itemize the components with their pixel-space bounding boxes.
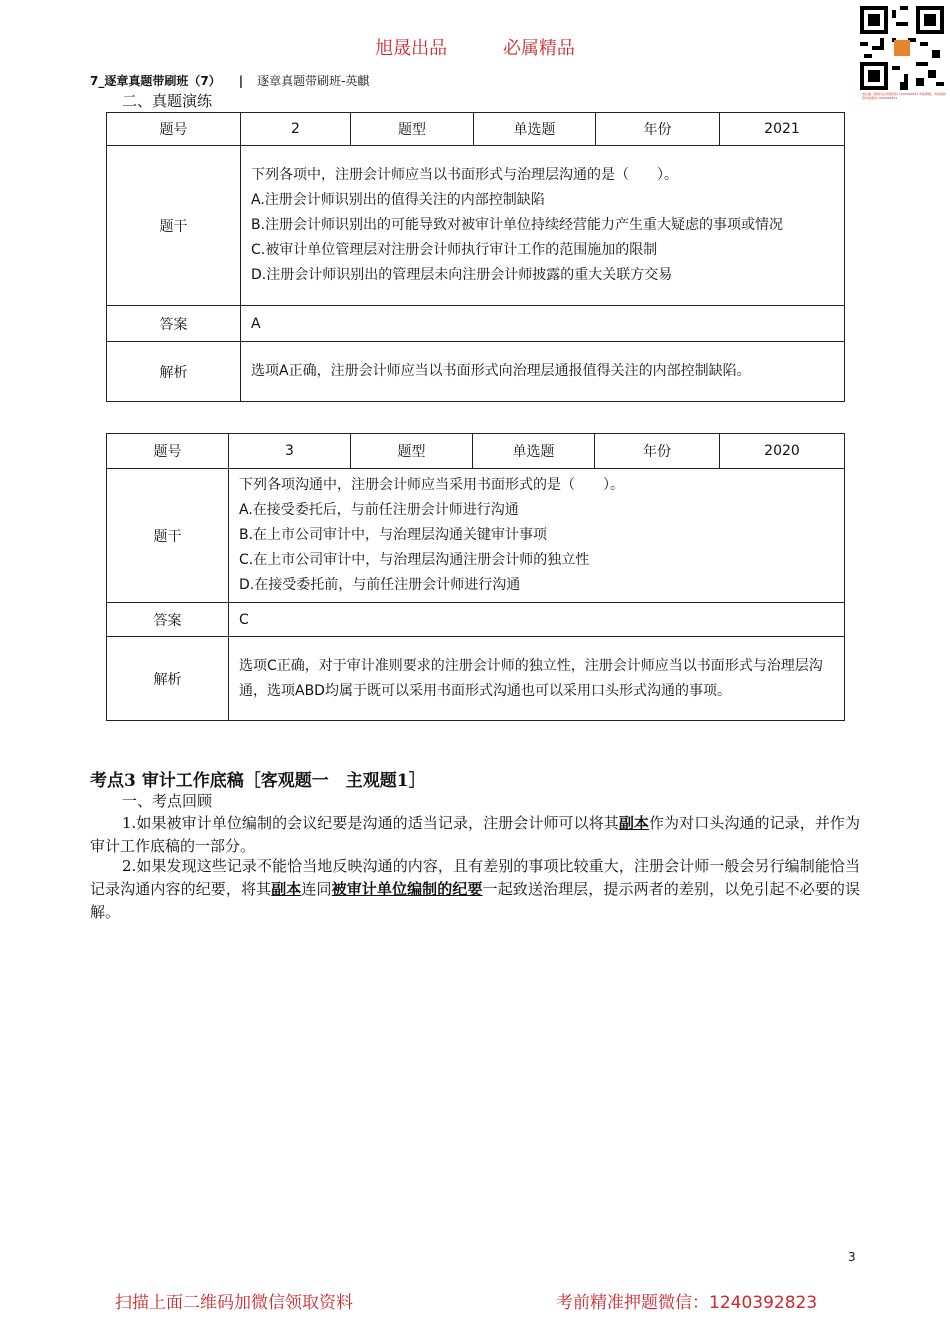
top-banner — [0, 34, 950, 60]
label-year: 年份 — [596, 113, 720, 146]
label-answer: 答案 — [107, 306, 241, 342]
answer: A — [241, 306, 845, 342]
paragraph-1 — [90, 812, 860, 858]
answer: C — [229, 603, 845, 637]
header-title: 7_逐章真题带刷班（7） — [90, 74, 221, 88]
question-type: 单选题 — [473, 434, 595, 469]
label-answer: 答案 — [107, 603, 229, 637]
header-subtitle: 逐章真题带刷班-英麒 — [257, 74, 370, 88]
stem-text: 下列各项中，注册会计师应当以书面形式与治理层沟通的是（ ）。 — [251, 167, 678, 183]
section-heading: 二、真题演练 — [122, 92, 213, 110]
question-table-1 — [106, 112, 845, 402]
option-b: B.在上市公司审计中，与治理层沟通关键审计事项 — [239, 527, 548, 543]
label-question-type: 题型 — [351, 434, 473, 469]
label-question-number: 题号 — [107, 113, 241, 146]
question-type: 单选题 — [474, 113, 596, 146]
option-d: D.在接受委托前，与前任注册会计师进行沟通 — [239, 577, 521, 593]
option-b: B.注册会计师识别出的可能导致对被审计单位持续经营能力产生重大疑虑的事项或情况 — [251, 217, 784, 233]
question-table-2 — [106, 433, 845, 721]
p2-emphasis-2: 被审计单位编制的纪要 — [331, 880, 483, 898]
question-stem — [229, 469, 845, 603]
question-number: 3 — [229, 434, 351, 469]
footer-left: 扫描上面二维码加微信领取资料 — [115, 1293, 353, 1313]
year: 2020 — [720, 434, 845, 469]
question-stem — [241, 146, 845, 306]
p2-text-e: 一起致送治理层，提示两者的差别，以免引起不必要的误解。 — [90, 880, 860, 921]
p2-text-c: 连同 — [301, 880, 332, 898]
banner-left: 旭晟出品 — [375, 38, 448, 59]
option-c: C.被审计单位管理层对注册会计师执行审计工作的范围施加的限制 — [251, 242, 658, 258]
label-stem: 题干 — [107, 146, 241, 306]
analysis: 选项A正确，注册会计师应当以书面形式向治理层通报值得关注的内部控制缺陷。 — [241, 342, 845, 402]
p1-text-a: 1.如果被审计单位编制的会议纪要是沟通的适当记录，注册会计师可以将其 — [122, 814, 619, 832]
analysis: 选项C正确，对于审计准则要求的注册会计师的独立性，注册会计师应当以书面形式与治理层沟通，选项ABD均属于既可以采用书面形式沟通也可以采用口头形式沟通的事项。 — [229, 637, 845, 721]
p2-text-a: 2.如果发现这些记录不能恰当地反映沟通的内容，且有差别的事项比较重大，注册会计师一般会另行编制能恰当记录沟通内容的纪要，将其 — [90, 857, 860, 898]
knowledge-point-heading: 考点3 审计工作底稿［客观题一 主观题1］ — [90, 771, 426, 791]
page-number: 3 — [848, 1250, 856, 1264]
label-question-number: 题号 — [107, 434, 229, 469]
label-analysis: 解析 — [107, 342, 241, 402]
header-separator: | — [238, 74, 244, 88]
option-a: A.注册会计师识别出的值得关注的内部控制缺陷 — [251, 192, 545, 208]
label-analysis: 解析 — [107, 637, 229, 721]
year: 2021 — [720, 113, 845, 146]
p1-emphasis: 副本 — [618, 814, 649, 832]
p1-text-c: 作为对口头沟通的记录，并作为审计工作底稿的一部分。 — [90, 814, 860, 855]
question-number: 2 — [241, 113, 351, 146]
knowledge-point-subheading: 一、考点回顾 — [122, 792, 213, 810]
label-stem: 题干 — [107, 469, 229, 603]
banner-right: 必属精品 — [502, 38, 575, 59]
option-c: C.在上市公司审计中，与治理层沟通注册会计师的独立性 — [239, 552, 590, 568]
header — [90, 72, 369, 89]
footer-right: 考前精准押题微信：1240392823 — [556, 1293, 818, 1313]
qr-code-icon — [860, 6, 944, 90]
stem-text: 下列各项沟通中，注册会计师应当采用书面形式的是（ ）。 — [239, 477, 624, 493]
qr-note: 请扫描二维码关注领取资料 1240392823 考前押题，考前最新资料加微信 1240392823 — [862, 92, 946, 100]
option-a: A.在接受委托后，与前任注册会计师进行沟通 — [239, 502, 519, 518]
option-d: D.注册会计师识别出的管理层未向注册会计师披露的重大关联方交易 — [251, 267, 673, 283]
p2-emphasis-1: 副本 — [271, 880, 302, 898]
label-question-type: 题型 — [351, 113, 474, 146]
label-year: 年份 — [595, 434, 720, 469]
paragraph-2 — [90, 855, 860, 924]
